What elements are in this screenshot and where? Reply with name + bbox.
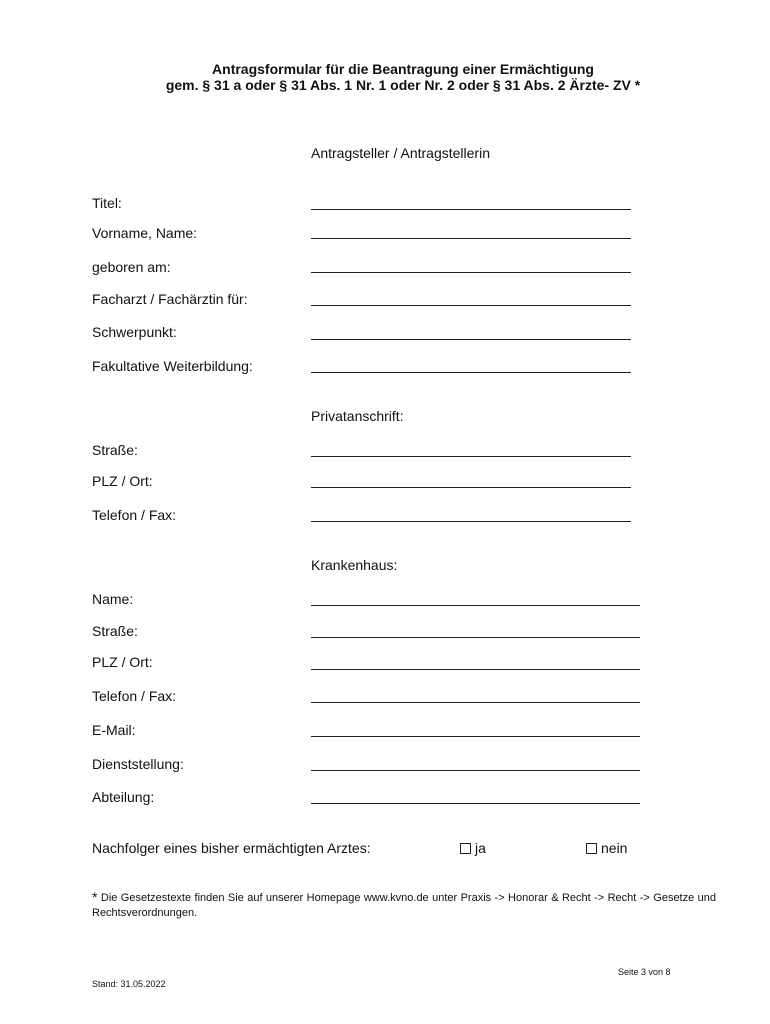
field-line-telefon-fax[interactable] — [311, 521, 631, 522]
footnote-marker: * — [92, 889, 98, 905]
checkbox-nein-label: nein — [601, 840, 628, 856]
field-line-dienststellung[interactable] — [311, 770, 640, 771]
field-label-hospital-name: Name: — [92, 591, 134, 607]
checkbox-ja-label: ja — [475, 840, 486, 856]
field-label-facharzt: Facharzt / Fachärztin für: — [92, 291, 248, 307]
field-line-weiterbildung[interactable] — [311, 372, 631, 373]
field-line-facharzt[interactable] — [311, 305, 631, 306]
checkbox-ja[interactable] — [460, 840, 486, 856]
field-label-abteilung: Abteilung: — [92, 789, 155, 805]
section-heading-hospital: Krankenhaus: — [311, 557, 398, 573]
field-label-hospital-telefon-fax: Telefon / Fax: — [92, 688, 177, 704]
field-label-hospital-plz-ort: PLZ / Ort: — [92, 654, 153, 670]
field-line-hospital-name[interactable] — [311, 605, 640, 606]
field-label-telefon-fax: Telefon / Fax: — [92, 507, 177, 523]
field-label-plz-ort: PLZ / Ort: — [92, 473, 153, 489]
form-title-line-2: gem. § 31 a oder § 31 Abs. 1 Nr. 1 oder Nr. 2 oder § 31 Abs. 2 Ärzte- ZV * — [165, 77, 641, 93]
field-label-hospital-email: E-Mail: — [92, 722, 136, 738]
field-line-vorname-name[interactable] — [311, 238, 631, 239]
field-line-hospital-plz-ort[interactable] — [311, 669, 640, 670]
field-line-schwerpunkt[interactable] — [311, 339, 631, 340]
page-number: Seite 3 von 8 — [618, 967, 671, 977]
field-label-geboren-am: geboren am: — [92, 259, 171, 275]
field-line-abteilung[interactable] — [311, 803, 640, 804]
field-label-vorname-name: Vorname, Name: — [92, 225, 198, 241]
field-line-titel[interactable] — [311, 209, 631, 210]
form-title-line-1: Antragsformular für die Beantragung einer Ermächtigung — [212, 61, 594, 77]
field-label-hospital-strasse: Straße: — [92, 623, 138, 639]
field-label-schwerpunkt: Schwerpunkt: — [92, 324, 177, 340]
checkbox-icon[interactable] — [586, 843, 597, 854]
field-line-hospital-email[interactable] — [311, 736, 640, 737]
section-heading-private-address: Privatanschrift: — [311, 408, 404, 424]
footnote-text: Die Gesetzestexte finden Sie auf unserer Homepage www.kvno.de unter Praxis -> Honorar & Recht -> Recht -> Gesetze und Rechtsverordnungen. — [92, 892, 716, 919]
field-label-weiterbildung: Fakultative Weiterbildung: — [92, 358, 253, 374]
field-line-hospital-telefon-fax[interactable] — [311, 702, 640, 703]
field-line-hospital-strasse[interactable] — [311, 637, 640, 638]
field-line-strasse[interactable] — [311, 456, 631, 457]
stand-date: Stand: 31.05.2022 — [92, 979, 166, 989]
field-label-titel: Titel: — [92, 195, 122, 211]
section-heading-applicant: Antragsteller / Antragstellerin — [311, 145, 490, 161]
footnote — [92, 890, 716, 921]
field-line-plz-ort[interactable] — [311, 487, 631, 488]
checkbox-icon[interactable] — [460, 843, 471, 854]
field-label-strasse: Straße: — [92, 442, 138, 458]
field-label-dienststellung: Dienststellung: — [92, 756, 184, 772]
successor-question: Nachfolger eines bisher ermächtigten Arztes: — [92, 840, 371, 856]
checkbox-nein[interactable] — [586, 840, 627, 856]
field-line-geboren-am[interactable] — [311, 272, 631, 273]
